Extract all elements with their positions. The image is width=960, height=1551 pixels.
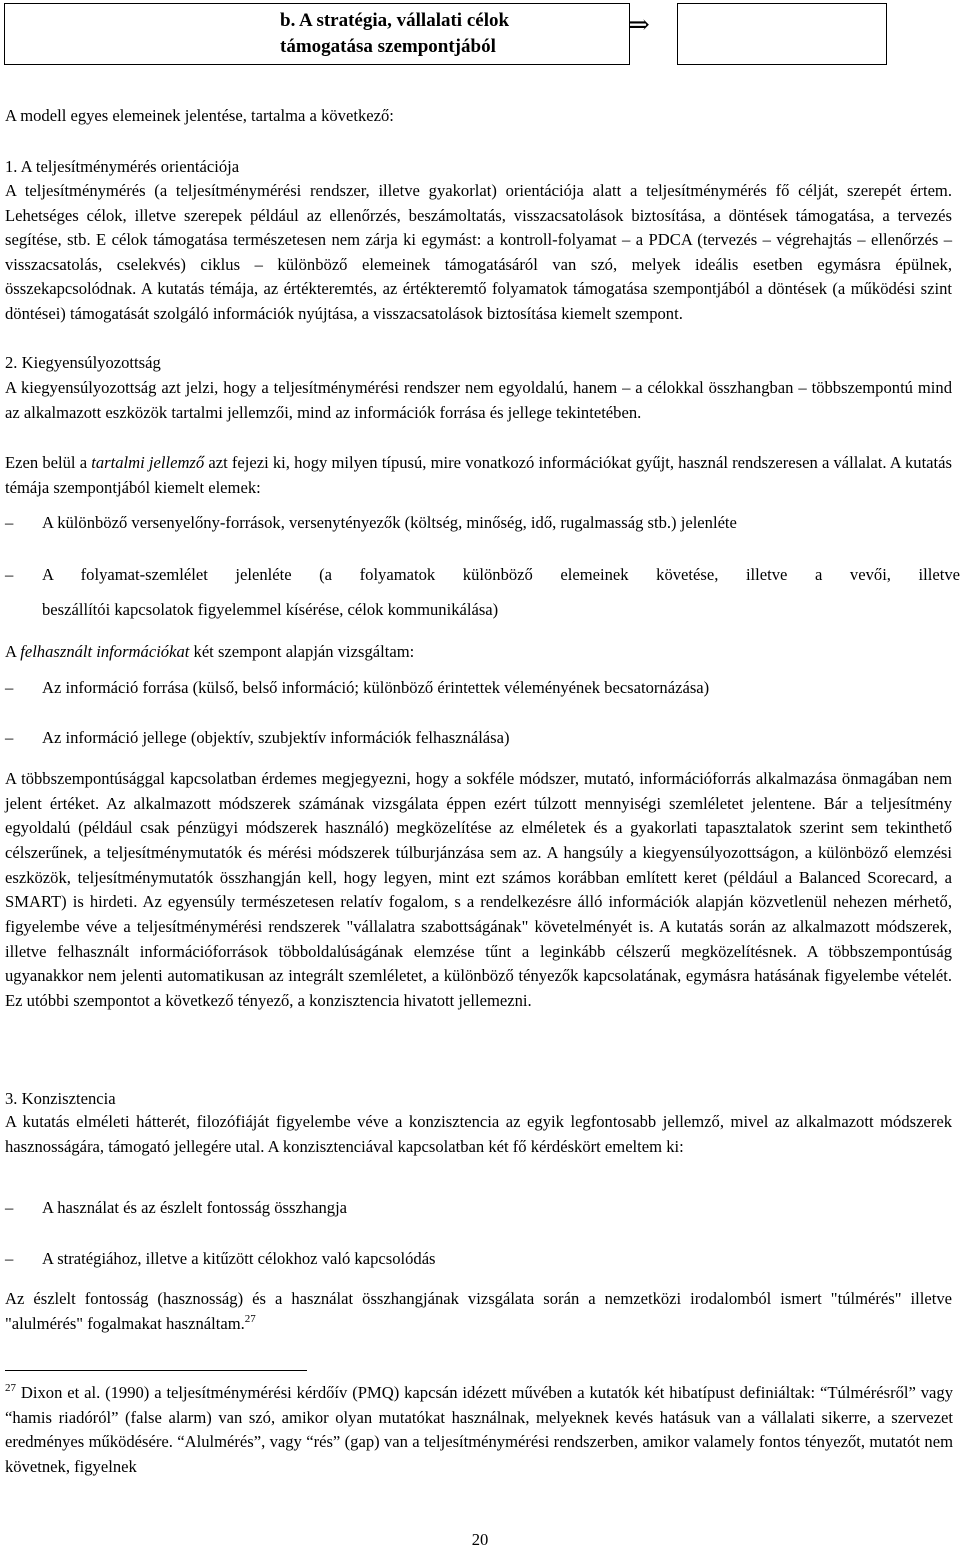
list-item: A használat és az észlelt fontosság összhangja (42, 1198, 348, 1217)
right-arrow-icon: ⇒ (628, 10, 650, 39)
section-2-body-3: A többszempontúsággal kapcsolatban érdemes megjegyezni, hogy a sokféle módszer, mutató, információforrás alkalmazása önmagában nem jelent értéket. Az alkalmazott módszerek számának vizsgálata éppen ezért túlzott mennyiségi szemléletet jelentene. Bár a teljesítmény egyoldalú (például csak pénzügyi módszerek használó) megközelítése az elméletek és a gyakorlati tapasztalatok szerint sem tekinthető célszerűnek, a teljesítménymutatók és mérési módszerek túlburjánzása sem az. A hangsúly a kiegyensúlyozottságon, a különböző elemzési eszközök, teljesítménymutatók összhangján kell, hogy legyen, mint ezt számos korábban említett keret (például a Balanced Scorecard, a SMART) is hirdeti. Az egyensúly természetesen relatív fogalom, s a rendelkezésre álló információk alapján közvetlenül nehezen mérhető, figyelembe véve a teljesítménymérési rendszerek "vállalatra szabottságának" követelményét is. A kutatás során az alkalmazott módszerek, illetve felhasznált információforrások többoldalúságának elemzése tűnt a leginkább célszerű megközelítésnek. A többszempontúság ugyanakkor nem jelenti automatikusan az integrált szemléletet, a különböző tényezők kapcsolatának, egymásra hatásának figyelembe vételét. Ez utóbbi szempontot a következő tényező, a konzisztencia hivatott jellemezni. (5, 769, 952, 1010)
footnote-separator (5, 1370, 307, 1371)
section-2-body-2-post: azt fejezi ki, hogy milyen típusú, mire vonatkozó információkat gyűjt, használ rendszeresen a vállalat. A kutatás témája szempontjából kiemelt elemek: (5, 453, 952, 497)
page-number: 20 (471, 1530, 489, 1549)
footnote-reference[interactable]: 27 (244, 1312, 256, 1325)
bullet-marker: – (5, 1198, 14, 1217)
section-2-heading: 2. Kiegyensúlyozottság (5, 353, 161, 372)
section-title-line-2: támogatása szempontjából (280, 36, 496, 57)
section-1-heading: 1. A teljesítménymérés orientációja (5, 157, 240, 176)
information-intro (5, 640, 414, 663)
section-title (280, 8, 509, 60)
section-3-body-1: A kutatás elméleti hátterét, filozófiáját figyelembe véve a konzisztencia az egyik legfontosabb jellemző, mivel az alkalmazott módszerek hasznosságára, támogató jellegére utal. A konzisztenciával kapcsolatban két fő kérdéskört emeltem ki: (5, 1112, 952, 1156)
list-item: A folyamat-szemlélet jelenléte (a folyamatok különböző elemeinek követése, illetve a vevői, illetve (42, 565, 960, 584)
list-item: A különböző versenyelőny-források, versenytényezők (költség, minőség, idő, rugalmasság stb.) jelenléte (42, 513, 737, 532)
footnote-text: Dixon et al. (1990) a teljesítménymérési kérdőív (PMQ) kapcsán idézett művében a kutatók két hibatípust definiáltak: “Túlmérésről” vagy “hamis riadóról” (false alarm) van szó, amikor olyan mutatókat használnak, melyeknek kevés hatásuk van a vállalati sikerre, a szervezet eredményes működésére. “Alulmérés”, vagy “rés” (gap) van a teljesítménymérési rendszerben, amikor valamely fontos tényezőt, mutatót nem követnek, figyelnek (5, 1383, 953, 1476)
bullet-marker: – (5, 513, 14, 532)
section-2-body-2 (5, 451, 952, 500)
footnote (5, 1381, 953, 1479)
section-3-body-2 (5, 1287, 952, 1336)
content-characteristic-term: tartalmi jellemző (91, 453, 205, 472)
section-1-body: A teljesítménymérés (a teljesítménymérési rendszer, illetve gyakorlat) orientációja alatt a teljesítménymérés fő célját, szerepét értem. Lehetséges célok, illetve szerepek például az ellenőrzés, beszámoltatás, visszacsatolások biztosítása, a döntések támogatása, a tervezés segítése, stb. E célok támogatása természetesen nem zárja ki egymást: a kontroll-folyamat – a PDCA (tervezés – végrehajtás – ellenőrzés – visszacsatolás, cselekvés) ciklus – különböző elemeinek támogatásáról van szó, melyek ideális esetben egymásra épülnek, összekapcsolódnak. A kutatás témája, az értékteremtés, az értékteremtő folyamatok támogatása szempontjából a döntések (a működési szint döntései) támogatását szolgáló információk nyújtása, a visszacsatolások biztosítása kiemelt szempont. (5, 181, 952, 323)
section-2-body-2-pre: Ezen belül a (5, 453, 92, 472)
section-title-line-1: b. A stratégia, vállalati célok (280, 10, 510, 31)
used-information-term: felhasznált információkat (20, 642, 190, 661)
bullet-marker: – (5, 728, 14, 747)
intro-text: A modell egyes elemeinek jelentése, tartalma a következő: (5, 106, 394, 125)
bullet-marker: – (5, 678, 14, 697)
section-3-body-2-text: Az észlelt fontosság (hasznosság) és a használat összhangjának vizsgálata során a nemzetközi irodalomból ismert "túlmérés" illetve "alulmérés" fogalmakat használtam. (5, 1289, 952, 1333)
information-intro-post: két szempont alapján vizsgáltam: (189, 642, 415, 661)
bullet-marker: – (5, 565, 14, 584)
list-item: A stratégiához, illetve a kitűzött célokhoz való kapcsolódás (42, 1249, 436, 1268)
list-item: Az információ forrása (külső, belső információ; különböző érintettek véleményének becsatornázása) (42, 678, 710, 697)
information-intro-pre: A (5, 642, 21, 661)
header-empty-box (677, 3, 887, 65)
list-item-continuation: beszállítói kapcsolatok figyelemmel kísérése, célok kommunikálása) (42, 600, 499, 619)
list-item: Az információ jellege (objektív, szubjektív információk felhasználása) (42, 728, 510, 747)
section-2-body-1: A kiegyensúlyozottság azt jelzi, hogy a teljesítménymérési rendszer nem egyoldalú, hanem – a célokkal összhangban – többszempontú mind az alkalmazott eszközök tartalmi jellemzői, mind az információk forrása és jellege tekintetében. (5, 378, 952, 422)
section-3-heading: 3. Konzisztencia (5, 1089, 116, 1108)
footnote-number: 27 (5, 1382, 16, 1394)
bullet-marker: – (5, 1249, 14, 1268)
